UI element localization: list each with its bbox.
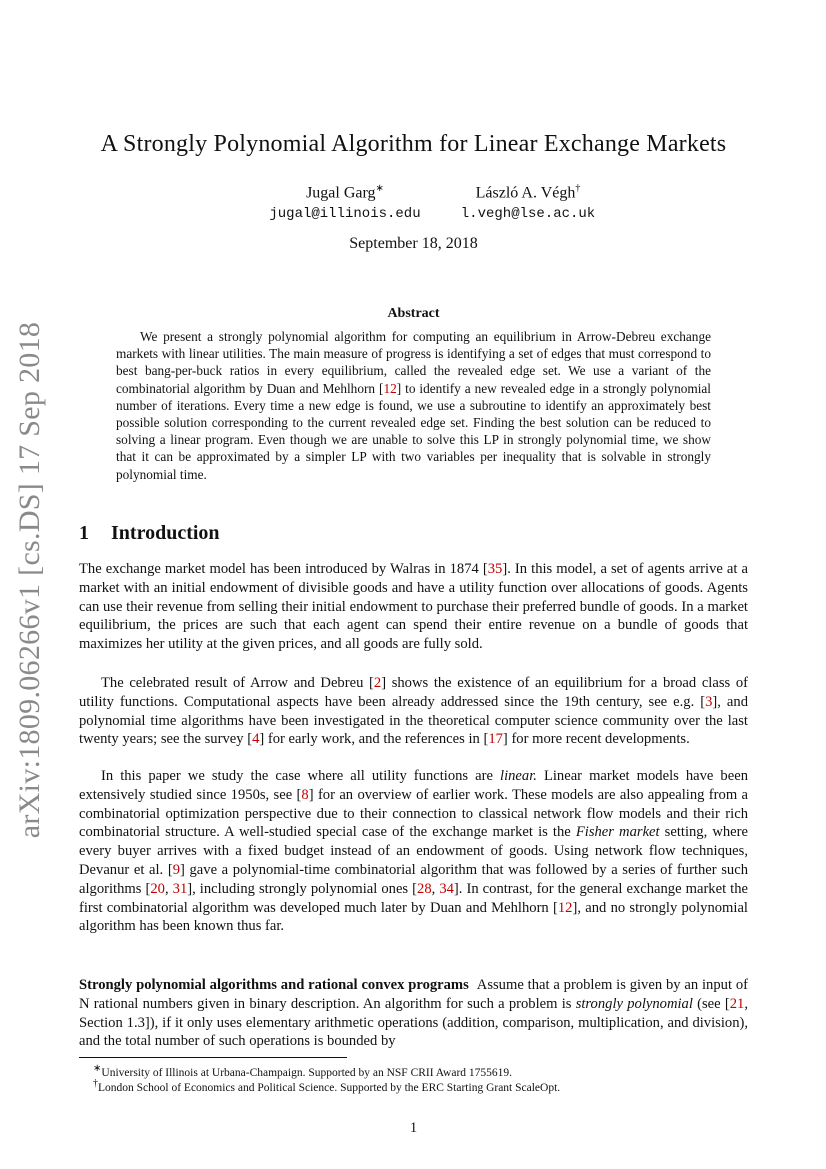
author-name: László A. Végh [475, 184, 576, 202]
page-number: 1 [409, 1120, 418, 1136]
author-block [433, 183, 623, 222]
author-block [265, 183, 425, 222]
citation-link[interactable]: 9 [172, 861, 180, 878]
author-email[interactable]: jugal@illinois.edu [269, 206, 421, 223]
citation-link[interactable]: 8 [301, 786, 309, 803]
paragraph: The exchange market model has been introduced by Walras in 1874 [35]. In this model, a set of agents arrive at a market with an initial endowment of divisible goods and have a utility function over allocations of goods. Agents can use their revenue from selling their initial endowment to purchase their preferred bundle of goods. In a market equilibrium, the prices are such that each agent can spend their entire revenue on a bundle of goods that maximizes her utility at the given prices, and all goods are fully sold. [79, 561, 748, 653]
paragraph: In this paper we study the case where all utility functions are linear. Linear market models have been extensively studied since 1950s, see [8] for an overview of earlier work. These models are also appealing from a combinatorial optimization perspective due to their connection to classical network flow models and their rich combinatorial structure. A well-studied special case of the exchange market is the Fisher market setting, where every buyer arrives with a fixed budget instead of an endowment of goods. Using network flow techniques, Devanur et al. [9] gave a polynomial-time combinatorial algorithm that was followed by a series of further such algorithms [20, 31], including strongly polynomial ones [28, 34]. In contrast, for the general exchange market the first combinatorial algorithm was developed much later by Duan and Mehlhorn [12], and no strongly polynomial algorithm has been known thus far. [79, 768, 749, 935]
footnote-text: University of Illinois at Urbana-Champaign. Supported by an NSF CRII Award 1755619. [101, 1066, 513, 1079]
emphasized-term: strongly polynomial [575, 995, 693, 1012]
citation-link[interactable]: 12 [383, 380, 397, 396]
arxiv-identifier-stamp [12, 321, 48, 839]
section-title: Introduction [111, 522, 220, 544]
citation-note: Section 1.3 [79, 1014, 145, 1031]
author-name: Jugal Garg [306, 184, 376, 202]
citation-link[interactable]: 4 [252, 731, 260, 748]
citation-link[interactable]: 28 [417, 880, 432, 897]
section-heading [79, 522, 220, 545]
author-email[interactable]: l.vegh@lse.ac.uk [460, 206, 596, 223]
citation-link[interactable]: 2 [373, 675, 382, 691]
abstract-heading: Abstract [387, 306, 440, 321]
author-footnote-mark: † [575, 183, 581, 194]
footnote-text: London School of Economics and Political Science. Supported by the ERC Starting Grant ScaleOpt. [98, 1081, 561, 1094]
paper-title: A Strongly Polynomial Algorithm for Linear Exchange Markets [100, 131, 727, 157]
section-number: 1 [79, 522, 89, 544]
citation-link[interactable]: 17 [488, 731, 503, 748]
citation-link[interactable]: 12 [557, 899, 573, 916]
footnote [93, 1063, 512, 1079]
subsection-heading: Strongly polynomial algorithms and rational convex programs [79, 977, 469, 993]
footnote-mark: † [93, 1078, 98, 1089]
arxiv-identifier-text: arXiv:1809.06266v1 [cs.DS] 17 Sep 2018 [13, 321, 46, 839]
paper-date: September 18, 2018 [349, 235, 478, 252]
subsection-paragraph [79, 976, 748, 1051]
abstract-text: We present a strongly polynomial algorithm for computing an equilibrium in Arrow-Debreu exchange markets with linear utilities. The main measure of progress is identifying a set of edges that must correspond to best bang-per-buck ratios in every equilibrium, called the revealed edge set. We use a variant of the combinatorial algorithm by Duan and Mehlhorn [12] to identify a new revealed edge in a strongly polynomial number of iterations. Every time a new edge is found, we use a subroutine to identify an approximately best possible solution corresponding to the current revealed edge set. Finding the best solution can be reduced to solving a linear program. Even though we are unable to solve this LP in strongly polynomial time, we show that it can be approximated by a simpler LP with two variables per inequality that is solvable in strongly polynomial time. [116, 329, 711, 482]
footnote [93, 1078, 560, 1094]
emphasized-term: Fisher market [575, 824, 660, 841]
citation-link[interactable]: 31 [172, 880, 188, 897]
paragraph: The celebrated result of Arrow and Debreu [2] shows the existence of an equilibrium for a broad class of utility functions. Computational aspects have been already addressed since the 19th century, see e.g. [3], and polynomial time algorithms have been investigated in the theoretical computer science community over the last twenty years; see the survey [4] for early work, and the references in [17] for more recent developments. [79, 675, 749, 748]
citation-link[interactable]: 34 [439, 880, 454, 897]
citation-link[interactable]: 35 [487, 561, 503, 577]
emphasized-term: linear. [500, 768, 537, 784]
footnote-mark: ∗ [93, 1063, 102, 1074]
citation-link[interactable]: 20 [150, 880, 165, 897]
citation-link[interactable]: 21 [729, 995, 745, 1012]
citation-link[interactable]: 3 [705, 693, 713, 710]
subsection-text: Assume that a problem is given by an input of N rational numbers given in binary description. An algorithm for such a problem is strongly polynomial (see [21, Section 1.3]), if it only uses elementary arithmetic operations (addition, comparison, multiplication, and division), and the total number of such operations is bounded by [79, 977, 748, 1050]
author-footnote-mark: ∗ [375, 183, 384, 194]
footnote-rule [79, 1057, 347, 1058]
